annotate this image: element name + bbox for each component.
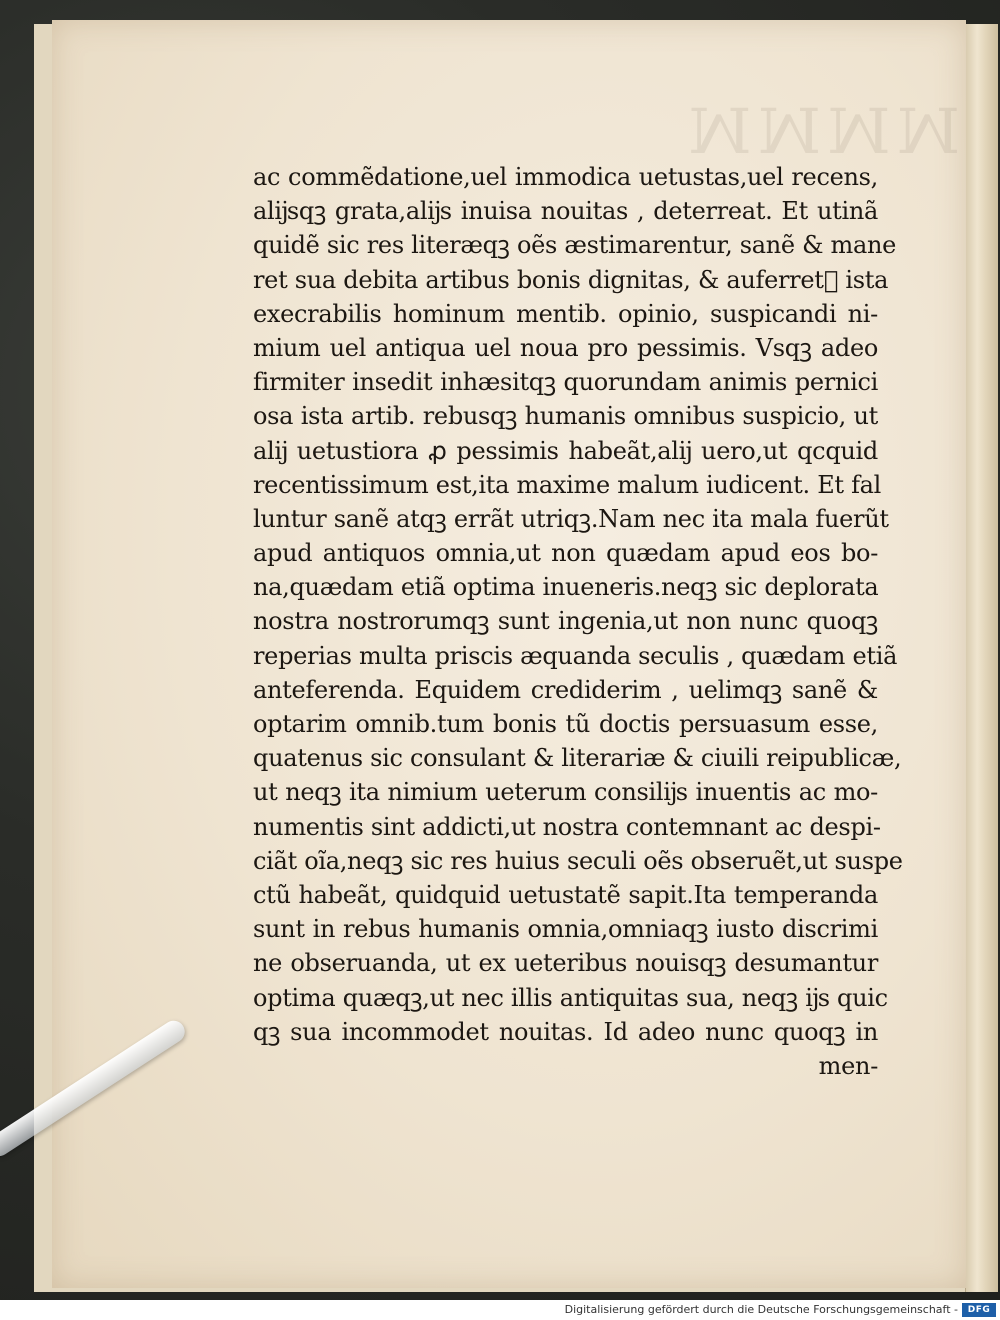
- text-line: ut neqꝫ ita nimium ueterum consilĳs inuentis ac mo-: [253, 778, 878, 807]
- text-line: alĳsqꝫ grata,alĳs inuisa nouitas , deterreat. Et utinã: [253, 197, 878, 226]
- text-line: numentis sint addicti,ut nostra contemnant ac despi-: [253, 812, 881, 841]
- text-line: na,quædam etiã optima inueneris.neqꝫ sic deplorata: [253, 573, 879, 602]
- page-text-block: [253, 160, 903, 1083]
- bleed-through-shadow: ꟽꟽꟽꟽ: [682, 95, 960, 155]
- text-line: nostra nostrorumqꝫ sunt ingenia,ut non nunc quoqꝫ: [253, 607, 878, 636]
- text-line: qꝫ sua incommodet nouitas. Id adeo nunc quoqꝫ in: [253, 1017, 878, 1046]
- catchword: men-: [818, 1051, 878, 1080]
- text-line: apud antiquos omnia,ut non quædam apud eos bo-: [253, 539, 878, 568]
- text-line: optarim omnib.tum bonis tũ doctis persuasum esse,: [253, 710, 878, 738]
- dfg-logo-icon[interactable]: DFG: [962, 1303, 996, 1317]
- text-line: recentissimum est,ita maxime malum iudicent. Et fal: [253, 470, 882, 499]
- text-line: sunt in rebus humanis omnia,omniaqꝫ iusto discrimi: [253, 915, 878, 944]
- text-line: ciãt oĩa,neqꝫ sic res huius seculi oẽs obseruẽt,ut suspe: [253, 846, 903, 875]
- text-line: ac commẽdatione,uel immodica uetustas,uel recens,: [253, 163, 878, 191]
- text-line: optima quæqꝫ,ut nec illis antiquitas sua, neqꝫ ĳs quic: [253, 983, 888, 1012]
- text-line: execrabilis hominum mentib. opinio, suspicandi ni-: [253, 299, 878, 328]
- footer-bar: [0, 1300, 1000, 1320]
- text-line: ne obseruanda, ut ex ueteribus nouisqꝫ desumantur: [253, 949, 878, 978]
- text-line: firmiter insedit inhæsitqꝫ quorundam animis pernici: [253, 368, 878, 397]
- text-line: alĳ uetustiora ꝓ pessimis habeãt,alĳ uero,ut qcquid: [253, 436, 878, 465]
- text-line: ret sua debita artibus bonis dignitas, & auferretᷣ ista: [253, 265, 889, 294]
- funding-credit: Digitalisierung gefördert durch die Deutsche Forschungsgemeinschaft -: [564, 1303, 958, 1316]
- text-line: mium uel antiqua uel noua pro pessimis. Vsqꝫ adeo: [253, 333, 878, 362]
- text-line: luntur sanẽ atqꝫ errãt utriqꝫ.Nam nec ita mala fuerũt: [253, 504, 889, 533]
- text-line: ctũ habeãt, quidquid uetustatẽ sapit.Ita temperanda: [253, 880, 878, 909]
- text-line: quidẽ sic res literæqꝫ oẽs æstimarentur, sanẽ & mane: [253, 231, 897, 260]
- text-line: anteferenda. Equidem crediderim , uelimqꝫ sanẽ &: [253, 675, 878, 704]
- text-line: quatenus sic consulant & literariæ & ciuili reipublicæ,: [253, 744, 902, 773]
- book-page-edges: [965, 24, 998, 1292]
- text-line: reperias multa priscis æquanda seculis , quædam etiã: [253, 641, 898, 670]
- text-line: osa ista artib. rebusqꝫ humanis omnibus suspicio, ut: [253, 402, 878, 431]
